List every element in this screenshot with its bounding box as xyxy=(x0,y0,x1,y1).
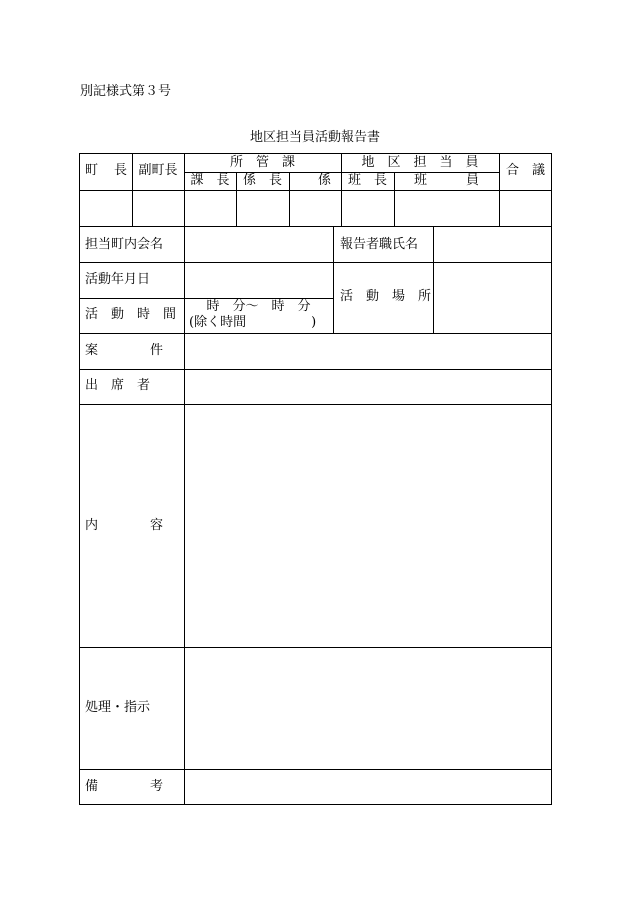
team-member-label: 班 員 xyxy=(413,173,479,188)
handling-field[interactable] xyxy=(185,648,551,769)
report-form-table xyxy=(79,153,552,805)
handling-label: 処理・指示 xyxy=(85,700,151,715)
form-number: 別記様式第３号 xyxy=(80,84,172,99)
unit-label: 係 xyxy=(317,173,331,188)
council-name-label: 担当町内会名 xyxy=(85,237,164,252)
reporter-field[interactable] xyxy=(434,227,551,262)
activity-place-label: 活 動 場 所 xyxy=(340,289,432,304)
section-chief-label: 課 長 xyxy=(190,173,230,188)
attendees-field[interactable] xyxy=(185,370,551,404)
time-range-text: 時 分～ 時 分 xyxy=(206,299,311,314)
agenda-label: 案 件 xyxy=(85,343,164,358)
council-name-field[interactable] xyxy=(185,227,333,262)
excluded-time-text: (除く時間 ) xyxy=(189,315,317,330)
remarks-label: 備 考 xyxy=(85,779,164,794)
document-title: 地区担当員活動報告書 xyxy=(249,130,380,145)
attendees-label: 出 席 者 xyxy=(85,378,151,393)
activity-time-label: 活 動 時 間 xyxy=(85,307,177,322)
content-field[interactable] xyxy=(185,405,551,647)
consultation-label: 合 議 xyxy=(505,163,545,178)
content-label: 内 容 xyxy=(85,518,164,533)
section-label: 所 管 課 xyxy=(229,155,295,170)
activity-place-field[interactable] xyxy=(434,263,551,333)
deputy-mayor-label: 副町長 xyxy=(138,163,178,178)
town-mayor-label: 町 長 xyxy=(85,163,127,178)
activity-date-label: 活動年月日 xyxy=(85,272,151,287)
district-staff-label: 地 区 担 当 員 xyxy=(361,155,479,170)
unit-chief-label: 係 長 xyxy=(242,173,282,188)
team-leader-label: 班 長 xyxy=(347,173,387,188)
activity-date-field[interactable] xyxy=(185,263,333,298)
remarks-field[interactable] xyxy=(185,770,551,804)
reporter-label: 報告者職氏名 xyxy=(340,237,419,252)
agenda-field[interactable] xyxy=(185,334,551,369)
